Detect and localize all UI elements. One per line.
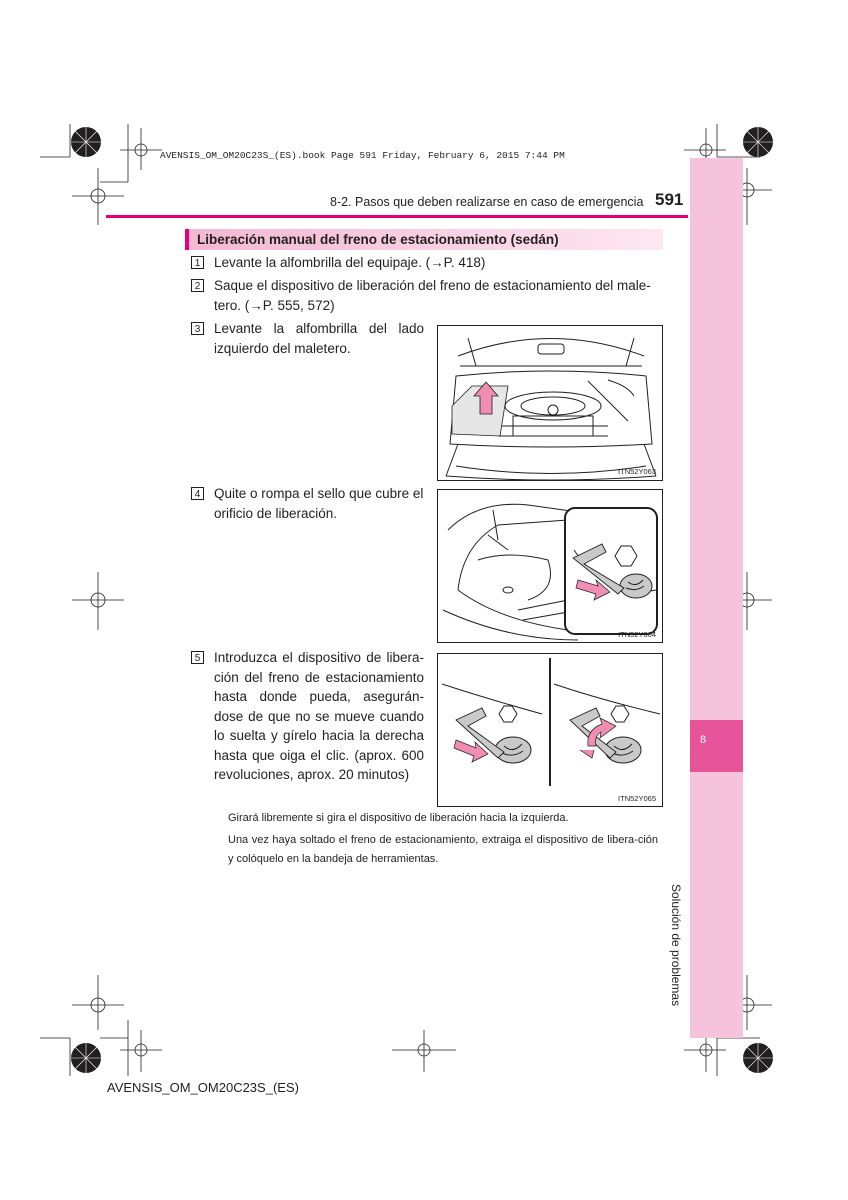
note-text: Girará libremente si gira el dispositivo de liberación hacia la izquierda. bbox=[228, 812, 569, 824]
rotate-device-illustration bbox=[438, 654, 663, 807]
arrow-ref-icon: → bbox=[430, 255, 444, 270]
page-reference: P. 418) bbox=[443, 255, 486, 270]
step-text: Introduzca el dispositivo de libera-ción del freno de estacionamiento hasta donde pueda, asegurán-dose de que no se mueve cuando lo suelta y gírelo hacia la derecha hasta que oiga el clic. (aprox. 600 revoluciones, aprox. 20 minutos) bbox=[214, 650, 424, 782]
page-number: 591 bbox=[655, 190, 684, 209]
step-text bbox=[214, 253, 485, 273]
step-text: Quite o rompa el sello que cubre el orificio de liberación. bbox=[214, 486, 424, 521]
note-text: Una vez haya soltado el freno de estacionamiento, extraiga el dispositivo de libera-ción y colóquelo en la bandeja de herramientas. bbox=[228, 834, 658, 865]
trunk-illustration bbox=[438, 326, 663, 481]
step-text-part: Levante la alfombrilla del equipaje. ( bbox=[214, 255, 431, 270]
step-text-part: tero. ( bbox=[214, 297, 250, 313]
section-title: Liberación manual del freno de estacionamiento (sedán) bbox=[185, 229, 663, 250]
release-hole-figure bbox=[437, 489, 663, 643]
step-text bbox=[214, 276, 658, 315]
chapter-side-tab bbox=[690, 158, 743, 1038]
footer-code: AVENSIS_OM_OM20C23S_(ES) bbox=[107, 1080, 299, 1095]
step-text-line bbox=[214, 296, 658, 316]
step-number: 5 bbox=[191, 651, 204, 664]
rotate-device-figure bbox=[437, 653, 663, 807]
release-hole-illustration bbox=[438, 490, 663, 643]
figure-id: ITN52Y063 bbox=[618, 467, 656, 476]
arrow-ref-icon: → bbox=[249, 297, 263, 313]
step-text: Levante la alfombrilla del lado izquierdo del maletero. bbox=[214, 321, 424, 356]
trunk-figure bbox=[437, 325, 663, 481]
page-reference: P. 555, 572) bbox=[262, 297, 335, 313]
print-slug: AVENSIS_OM_OM20C23S_(ES).book Page 591 Friday, February 6, 2015 7:44 PM bbox=[160, 150, 565, 161]
header-rule bbox=[106, 215, 688, 218]
figure-id: ITN52Y065 bbox=[618, 794, 656, 803]
chapter-tab-highlight bbox=[690, 720, 743, 772]
figure-id: ITN52Y064 bbox=[618, 630, 656, 639]
step-number: 4 bbox=[191, 487, 204, 500]
running-header: 8-2. Pasos que deben realizarse en caso de emergencia bbox=[330, 195, 644, 209]
step-number: 2 bbox=[191, 279, 204, 292]
step-number: 3 bbox=[191, 322, 204, 335]
step-text-line: Saque el dispositivo de liberación del freno de estacionamiento del male- bbox=[214, 278, 651, 293]
step-number: 1 bbox=[191, 256, 204, 269]
chapter-name: Solución de problemas bbox=[669, 884, 683, 1007]
chapter-number: 8 bbox=[699, 734, 707, 746]
